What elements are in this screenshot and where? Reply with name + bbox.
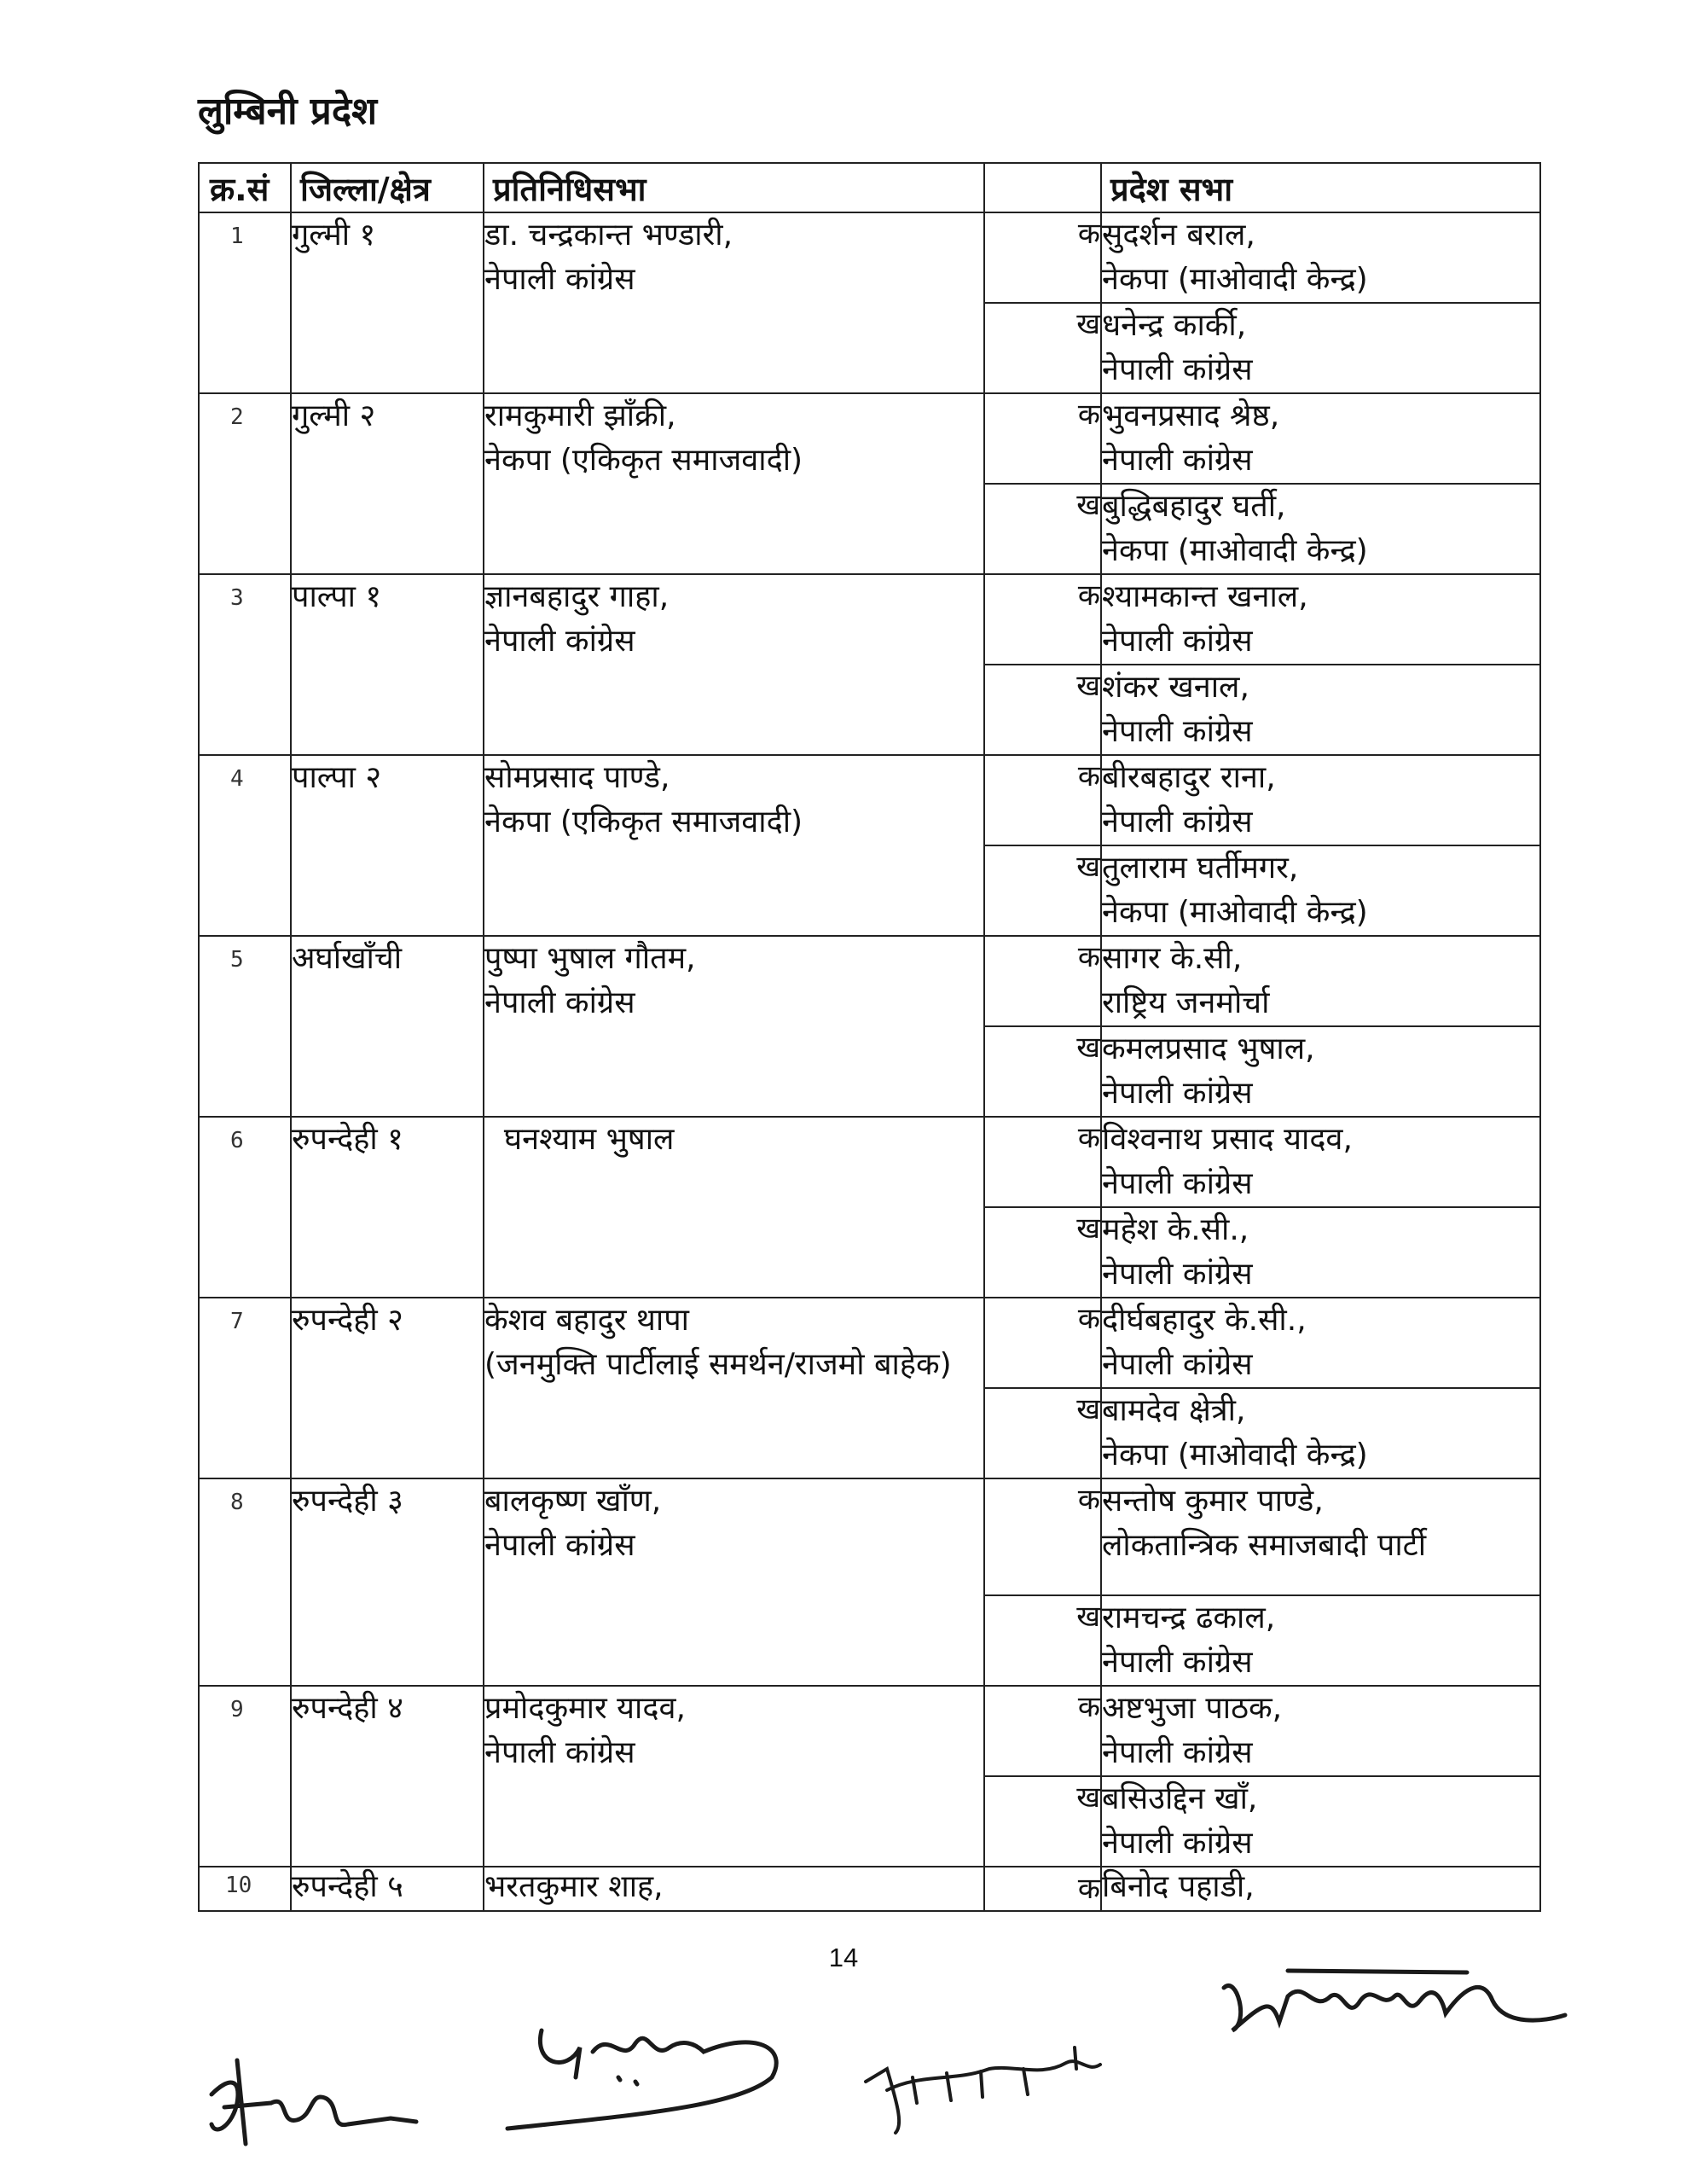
district-cell: रुपन्देही २ [291,1298,484,1478]
hor-candidate: डा. चन्द्रकान्त भण्डारी, [484,218,733,253]
district-cell: रुपन्देही ३ [291,1478,484,1686]
pa-party: नेपाली कांग्रेस [1102,1347,1253,1382]
hor-cell [484,755,984,936]
serial-number: 8 [230,1490,244,1515]
pa-cell [1101,303,1540,393]
pa-label: क [984,1298,1101,1388]
pa-label: क [984,212,1101,303]
pa-party: नेपाली कांग्रेस [1102,1257,1253,1292]
pa-cell [1101,212,1540,303]
pa-party: लोकतान्त्रिक समाजबादी पार्टी [1102,1528,1427,1563]
pa-cell [1101,1026,1540,1117]
pa-candidate: कमलप्रसाद भुषाल, [1102,1031,1315,1066]
serial-number: 10 [225,1873,252,1898]
serial-cell [199,1117,291,1298]
pa-cell [1101,755,1540,845]
serial-number: 2 [230,404,244,430]
hor-candidate: प्रमोदकुमार यादव, [484,1691,686,1726]
pa-cell [1101,484,1540,574]
pa-label: क [984,1117,1101,1207]
pa-cell [1101,574,1540,665]
pa-cell [1101,1298,1540,1388]
serial-cell [199,1478,291,1686]
table-row [199,1478,1540,1595]
pa-party: नेकपा (माओवादी केन्द्र) [1102,895,1368,930]
pa-label: ख [984,1776,1101,1867]
serial-cell [199,393,291,574]
pa-candidate: बुद्धिबहादुर घर्ती, [1102,489,1286,524]
pa-label: ख [984,1207,1101,1298]
hor-cell [484,393,984,574]
pa-label: क [984,1867,1101,1911]
table-row [199,755,1540,845]
hor-party: नेकपा (एकिकृत समाजवादी) [484,804,803,839]
pa-label: क [984,936,1101,1026]
table-row [199,1298,1540,1388]
hor-party: (जनमुक्ति पार्टीलाई समर्थन/राजमो बाहेक) [484,1347,952,1382]
pa-label: ख [984,1388,1101,1478]
pa-party: नेपाली कांग्रेस [1102,1826,1253,1861]
pa-candidate: श्यामकान्त खनाल, [1102,579,1308,614]
table-row [199,1867,1540,1911]
district-cell: गुल्मी १ [291,212,484,393]
pa-cell [1101,393,1540,484]
pa-party: नेपाली कांग्रेस [1102,443,1253,478]
pa-candidate: शंकर खनाल, [1102,670,1249,705]
serial-cell [199,574,291,755]
hor-candidate: बालकृष्ण खाँण, [484,1484,662,1519]
district-cell: रुपन्देही ५ [291,1867,484,1911]
hor-cell [484,574,984,755]
serial-cell [199,1867,291,1911]
pa-cell [1101,1478,1540,1595]
pa-cell [1101,1117,1540,1207]
pa-party: नेपाली कांग्रेस [1102,1076,1253,1111]
serial-number: 7 [230,1309,244,1334]
serial-cell [199,755,291,936]
signature-2 [499,2013,806,2141]
pa-cell [1101,1867,1540,1911]
pa-label: क [984,574,1101,665]
pa-candidate: अष्टभुजा पाठक, [1102,1691,1283,1726]
serial-number: 1 [230,224,244,249]
hor-party: नेपाली कांग्रेस [484,1528,635,1563]
table-row [199,393,1540,484]
table-row [199,1117,1540,1207]
table-row [199,574,1540,665]
pa-label: ख [984,1026,1101,1117]
page-heading: लुम्बिनी प्रदेश [198,90,378,133]
signature-4-drawing [1211,1962,1569,2056]
pa-candidate: बामदेव क्षेत्री, [1102,1393,1246,1428]
pa-candidate: सागर के.सी, [1102,941,1243,976]
hor-party: नेपाली कांग्रेस [484,1735,635,1770]
signature-3 [853,2030,1117,2141]
pa-party: नेकपा (माओवादी केन्द्र) [1102,262,1368,297]
page-number: 14 [828,1943,859,1972]
pa-cell [1101,1388,1540,1478]
hor-candidate: सोमप्रसाद पाण्डे, [484,760,670,795]
hor-cell [484,1867,984,1911]
hor-candidate: केशव बहादुर थापा [484,1303,689,1338]
table-row [199,212,1540,303]
pa-label: क [984,755,1101,845]
pa-candidate: सन्तोष कुमार पाण्डे, [1102,1484,1324,1519]
pa-label: क [984,1478,1101,1595]
pa-cell [1101,845,1540,936]
pa-party: राष्ट्रिय जनमोर्चा [1102,985,1270,1020]
pa-cell [1101,1776,1540,1867]
serial-number: 5 [230,947,244,973]
table-body [199,212,1540,1911]
hor-candidate: घनश्याम भुषाल [484,1122,675,1157]
hor-cell [484,212,984,393]
pa-candidate: भुवनप्रसाद श्रेष्ठ, [1102,398,1280,433]
district-cell: पाल्पा २ [291,755,484,936]
pa-candidate: बिनोद पहाडी, [1102,1869,1255,1904]
pa-party: नेपाली कांग्रेस [1102,714,1253,749]
serial-number: 6 [230,1128,244,1153]
serial-number: 3 [230,585,244,611]
pa-candidate: दीर्घबहादुर के.सी., [1102,1303,1307,1338]
pa-party: नेपाली कांग्रेस [1102,352,1253,387]
pa-label: ख [984,665,1101,755]
hor-party: नेपाली कांग्रेस [484,624,635,659]
pa-party: नेकपा (माओवादी केन्द्र) [1102,533,1368,568]
district-cell: पाल्पा १ [291,574,484,755]
header-house-of-representatives: प्रतिनिधिसभा [484,163,984,212]
table-header-row [199,163,1540,212]
signature-2-drawing [499,2013,806,2141]
hor-party: नेपाली कांग्रेस [484,985,635,1020]
signature-3-drawing [853,2030,1117,2141]
hor-cell [484,1117,984,1298]
pa-candidate: तुलाराम घर्तीमगर, [1102,851,1299,886]
serial-cell [199,936,291,1117]
pa-cell [1101,665,1540,755]
pa-cell [1101,1207,1540,1298]
hor-cell [484,1478,984,1686]
hor-candidate: पुष्पा भुषाल गौतम, [484,941,696,976]
pa-label: ख [984,845,1101,936]
pa-label: ख [984,303,1101,393]
pa-party: नेपाली कांग्रेस [1102,804,1253,839]
pa-cell [1101,1595,1540,1686]
hor-cell [484,936,984,1117]
seat-sharing-table [198,162,1541,1912]
pa-candidate: विश्वनाथ प्रसाद यादव, [1102,1122,1353,1157]
pa-party: नेपाली कांग्रेस [1102,1735,1253,1770]
pa-party: नेपाली कांग्रेस [1102,1166,1253,1201]
pa-label: ख [984,484,1101,574]
district-cell: अर्घाखाँची [291,936,484,1117]
pa-cell [1101,1686,1540,1776]
pa-candidate: बीरबहादुर राना, [1102,760,1276,795]
hor-party: नेकपा (एकिकृत समाजवादी) [484,443,803,478]
serial-number: 4 [230,766,244,792]
pa-candidate: बसिउद्दिन खाँ, [1102,1781,1258,1816]
district-cell: रुपन्देही १ [291,1117,484,1298]
serial-number: 9 [230,1697,244,1722]
pa-party: नेकपा (माओवादी केन्द्र) [1102,1438,1368,1472]
pa-party: नेपाली कांग्रेस [1102,1645,1253,1680]
hor-cell [484,1298,984,1478]
pa-label: ख [984,1595,1101,1686]
pa-candidate: रामचन्द्र ढकाल, [1102,1600,1276,1635]
header-serial-number: क्र.सं [199,163,291,212]
signature-4 [1211,1962,1569,2056]
hor-candidate: भरतकुमार शाह, [484,1869,664,1904]
pa-party: नेपाली कांग्रेस [1102,624,1253,659]
pa-candidate: धनेन्द्र कार्की, [1102,308,1247,343]
pa-label: क [984,1686,1101,1776]
hor-candidate: ज्ञानबहादुर गाहा, [484,579,670,614]
serial-cell [199,212,291,393]
pa-cell [1101,936,1540,1026]
pa-label: क [984,393,1101,484]
header-district: जिल्ला/क्षेत्र [291,163,484,212]
table-row [199,1686,1540,1776]
hor-party: नेपाली कांग्रेस [484,262,635,297]
table-row [199,936,1540,1026]
serial-cell [199,1298,291,1478]
pa-candidate: सुदर्शन बराल, [1102,218,1255,253]
hor-cell [484,1686,984,1867]
district-cell: रुपन्देही ४ [291,1686,484,1867]
header-pa-label [984,163,1101,212]
header-provincial-assembly: प्रदेश सभा [1101,163,1540,212]
signature-1-drawing [194,2043,450,2154]
district-cell: गुल्मी २ [291,393,484,574]
serial-cell [199,1686,291,1867]
pa-candidate: महेश के.सी., [1102,1212,1249,1247]
hor-candidate: रामकुमारी झाँक्री, [484,398,676,433]
signature-1 [194,2043,450,2154]
